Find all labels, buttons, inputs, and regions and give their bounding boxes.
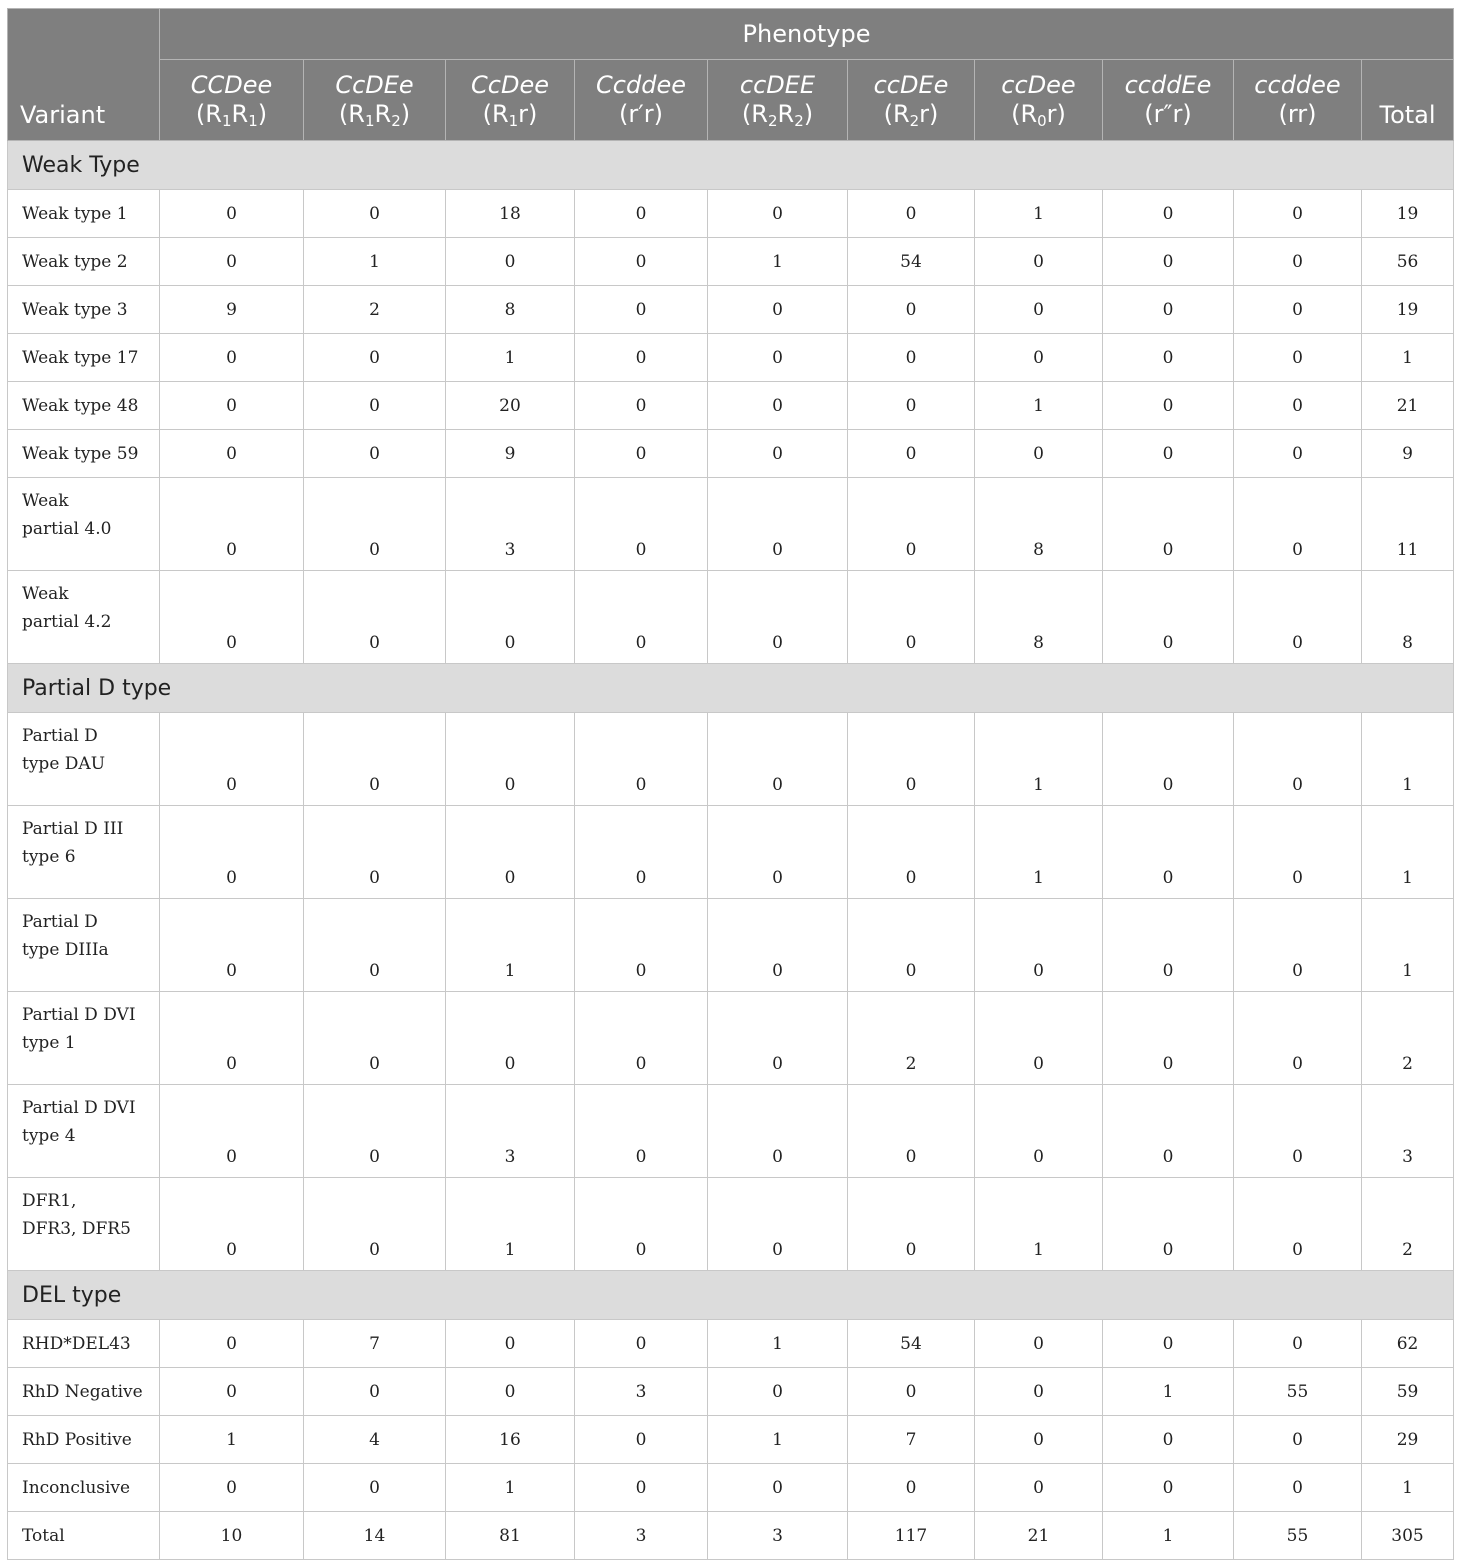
- table-cell: 0: [575, 571, 708, 664]
- table-cell: 0: [1103, 478, 1234, 571]
- table-cell: 0: [708, 286, 848, 334]
- table-cell: 0: [708, 190, 848, 238]
- variant-label: Weak type 3: [8, 286, 160, 334]
- table-cell: 3: [446, 478, 575, 571]
- table-cell: 0: [708, 992, 848, 1085]
- table-cell: 2: [304, 286, 446, 334]
- table-cell: 0: [1234, 713, 1362, 806]
- section-title: DEL type: [8, 1271, 1454, 1320]
- table-cell: 0: [304, 478, 446, 571]
- variant-label: Weak partial 4.2: [8, 571, 160, 664]
- table-cell: 59: [1362, 1368, 1454, 1416]
- section-header-row: [8, 1271, 1454, 1320]
- table-cell: 0: [575, 286, 708, 334]
- variant-label: DFR1, DFR3, DFR5: [8, 1178, 160, 1271]
- table-row: [8, 334, 1454, 382]
- table-header: [8, 9, 1454, 141]
- table-cell: 8: [975, 478, 1103, 571]
- table-cell: 1: [708, 1416, 848, 1464]
- table-cell: 0: [708, 899, 848, 992]
- table-cell: 0: [1234, 992, 1362, 1085]
- table-cell: 0: [848, 713, 975, 806]
- table-row: [8, 1320, 1454, 1368]
- table-cell: 0: [848, 1178, 975, 1271]
- table-cell: 0: [1103, 806, 1234, 899]
- table-cell: 9: [446, 430, 575, 478]
- table-cell: 0: [975, 899, 1103, 992]
- table-cell: 29: [1362, 1416, 1454, 1464]
- table-cell: 1: [446, 1464, 575, 1512]
- genotype-column-header: [446, 60, 575, 141]
- table-cell: 4: [304, 1416, 446, 1464]
- table-cell: 0: [975, 334, 1103, 382]
- table-cell: 0: [1234, 1320, 1362, 1368]
- variant-label: Total: [8, 1512, 160, 1560]
- variant-column-header: Variant: [8, 9, 160, 141]
- table-cell: 0: [304, 1368, 446, 1416]
- table-cell: 0: [446, 713, 575, 806]
- table-cell: 1: [975, 190, 1103, 238]
- variant-label: Weak type 17: [8, 334, 160, 382]
- table-cell: 0: [160, 430, 304, 478]
- table-row: [8, 1416, 1454, 1464]
- table-cell: 19: [1362, 286, 1454, 334]
- table-cell: 21: [975, 1512, 1103, 1560]
- table-cell: 0: [575, 1178, 708, 1271]
- table-cell: 0: [708, 382, 848, 430]
- table-cell: 0: [848, 382, 975, 430]
- table-cell: 0: [160, 899, 304, 992]
- table-cell: 0: [160, 1085, 304, 1178]
- table-cell: 0: [708, 430, 848, 478]
- table-cell: 0: [1103, 286, 1234, 334]
- table-cell: 1: [1103, 1512, 1234, 1560]
- table-cell: 0: [848, 430, 975, 478]
- table-cell: 1: [975, 382, 1103, 430]
- table-cell: 7: [304, 1320, 446, 1368]
- table-cell: 0: [848, 478, 975, 571]
- table-cell: 0: [1234, 430, 1362, 478]
- table-cell: 1: [975, 806, 1103, 899]
- variant-label: RHD*DEL43: [8, 1320, 160, 1368]
- table-cell: 7: [848, 1416, 975, 1464]
- table-row: [8, 478, 1454, 571]
- table-cell: 0: [975, 992, 1103, 1085]
- table-cell: 0: [975, 1320, 1103, 1368]
- table-cell: 0: [1103, 571, 1234, 664]
- table-cell: 1: [160, 1416, 304, 1464]
- table-cell: 0: [575, 238, 708, 286]
- table-cell: 0: [446, 238, 575, 286]
- table-row: [8, 992, 1454, 1085]
- table-row: [8, 1368, 1454, 1416]
- table-cell: 0: [575, 899, 708, 992]
- table-row: [8, 571, 1454, 664]
- table-cell: 0: [446, 1320, 575, 1368]
- table-cell: 0: [575, 713, 708, 806]
- table-cell: 0: [848, 806, 975, 899]
- table-cell: 0: [848, 334, 975, 382]
- haplotype-label: (r′r): [619, 100, 663, 128]
- table-cell: 14: [304, 1512, 446, 1560]
- table-cell: 0: [304, 992, 446, 1085]
- table-cell: 2: [1362, 1178, 1454, 1271]
- table-cell: 0: [160, 1320, 304, 1368]
- table-container: [7, 8, 1453, 1560]
- table-cell: 10: [160, 1512, 304, 1560]
- phenotype-table: [7, 8, 1454, 1560]
- table-cell: 19: [1362, 190, 1454, 238]
- table-cell: 0: [160, 1368, 304, 1416]
- table-cell: 0: [708, 571, 848, 664]
- table-cell: 54: [848, 238, 975, 286]
- table-cell: 1: [1362, 899, 1454, 992]
- table-cell: 3: [575, 1512, 708, 1560]
- table-cell: 0: [575, 806, 708, 899]
- table-cell: 0: [160, 382, 304, 430]
- genotype-column-header: [1103, 60, 1234, 141]
- table-cell: 0: [575, 190, 708, 238]
- variant-label: Partial D type DIIIa: [8, 899, 160, 992]
- haplotype-label: (rr): [1278, 100, 1317, 128]
- haplotype-label: $(R_0r)$: [1011, 100, 1066, 130]
- variant-label: Partial D type DAU: [8, 713, 160, 806]
- table-cell: 0: [304, 571, 446, 664]
- table-cell: 81: [446, 1512, 575, 1560]
- table-row: [8, 382, 1454, 430]
- table-cell: 0: [304, 899, 446, 992]
- table-cell: 0: [708, 806, 848, 899]
- table-cell: 0: [160, 238, 304, 286]
- table-cell: 0: [304, 806, 446, 899]
- table-cell: 1: [1103, 1368, 1234, 1416]
- table-cell: 0: [848, 1464, 975, 1512]
- table-cell: 0: [1234, 806, 1362, 899]
- table-row: [8, 806, 1454, 899]
- table-row: [8, 1464, 1454, 1512]
- table-cell: 0: [1103, 1416, 1234, 1464]
- table-cell: 117: [848, 1512, 975, 1560]
- genotype-label: ccDEE: [739, 71, 816, 99]
- table-cell: 16: [446, 1416, 575, 1464]
- variant-label: Weak type 59: [8, 430, 160, 478]
- table-cell: 305: [1362, 1512, 1454, 1560]
- table-cell: 0: [848, 190, 975, 238]
- table-cell: 0: [848, 899, 975, 992]
- table-cell: 0: [304, 713, 446, 806]
- haplotype-label: $(R_2R_2)$: [741, 100, 814, 130]
- table-cell: 1: [446, 899, 575, 992]
- table-cell: 0: [160, 806, 304, 899]
- variant-label: Weak type 2: [8, 238, 160, 286]
- table-cell: 0: [1103, 713, 1234, 806]
- table-row: [8, 1512, 1454, 1560]
- table-cell: 0: [160, 334, 304, 382]
- table-cell: 0: [1103, 992, 1234, 1085]
- table-cell: 1: [446, 334, 575, 382]
- table-cell: 1: [1362, 713, 1454, 806]
- table-cell: 0: [304, 1085, 446, 1178]
- table-cell: 0: [304, 430, 446, 478]
- table-cell: 0: [575, 430, 708, 478]
- table-cell: 0: [975, 1464, 1103, 1512]
- table-cell: 0: [1234, 899, 1362, 992]
- table-cell: 0: [848, 571, 975, 664]
- table-row: [8, 1178, 1454, 1271]
- section-header-row: [8, 141, 1454, 190]
- table-cell: 0: [1103, 899, 1234, 992]
- variant-label: Inconclusive: [8, 1464, 160, 1512]
- haplotype-label: $(R_1R_1)$: [195, 100, 268, 130]
- table-cell: 0: [1234, 571, 1362, 664]
- variant-label: Weak type 1: [8, 190, 160, 238]
- table-cell: 0: [1103, 1178, 1234, 1271]
- table-cell: 8: [1362, 571, 1454, 664]
- table-cell: 0: [575, 1464, 708, 1512]
- table-cell: 0: [304, 190, 446, 238]
- table-cell: 0: [708, 713, 848, 806]
- table-cell: 0: [575, 478, 708, 571]
- table-cell: 0: [446, 1368, 575, 1416]
- table-cell: 0: [975, 286, 1103, 334]
- table-cell: 0: [975, 1085, 1103, 1178]
- table-row: [8, 190, 1454, 238]
- haplotype-label: $(R_1r)$: [482, 100, 538, 130]
- table-cell: 0: [575, 1416, 708, 1464]
- table-cell: 20: [446, 382, 575, 430]
- table-cell: 0: [1234, 1416, 1362, 1464]
- table-cell: 0: [708, 1368, 848, 1416]
- table-cell: 1: [304, 238, 446, 286]
- table-cell: 2: [848, 992, 975, 1085]
- genotype-label: CcDEe: [335, 71, 414, 99]
- haplotype-label: $(R_2r)$: [883, 100, 939, 130]
- table-cell: 0: [708, 1464, 848, 1512]
- table-cell: 1: [975, 713, 1103, 806]
- table-cell: 3: [575, 1368, 708, 1416]
- table-cell: 2: [1362, 992, 1454, 1085]
- table-cell: 0: [975, 1368, 1103, 1416]
- table-cell: 9: [160, 286, 304, 334]
- table-row: [8, 286, 1454, 334]
- table-cell: 0: [708, 334, 848, 382]
- variant-label: Weak type 48: [8, 382, 160, 430]
- table-cell: 0: [975, 238, 1103, 286]
- table-cell: 0: [975, 1416, 1103, 1464]
- genotype-column-header: [975, 60, 1103, 141]
- table-cell: 0: [446, 992, 575, 1085]
- section-header-row: [8, 664, 1454, 713]
- table-cell: 0: [160, 1178, 304, 1271]
- table-cell: 0: [160, 992, 304, 1085]
- table-body: [8, 141, 1454, 1560]
- table-cell: 3: [446, 1085, 575, 1178]
- table-cell: 0: [1234, 1178, 1362, 1271]
- variant-label: RhD Positive: [8, 1416, 160, 1464]
- table-cell: 0: [160, 190, 304, 238]
- table-cell: 56: [1362, 238, 1454, 286]
- haplotype-label: $(R_1R_2)$: [338, 100, 411, 130]
- table-cell: 0: [1234, 1085, 1362, 1178]
- genotype-column-header: [304, 60, 446, 141]
- table-cell: 0: [1103, 1085, 1234, 1178]
- table-cell: 0: [975, 430, 1103, 478]
- total-column-header: Total: [1362, 60, 1454, 141]
- table-cell: 8: [975, 571, 1103, 664]
- variant-label: RhD Negative: [8, 1368, 160, 1416]
- genotype-column-header: [575, 60, 708, 141]
- table-cell: 0: [160, 713, 304, 806]
- table-cell: 62: [1362, 1320, 1454, 1368]
- table-row: [8, 430, 1454, 478]
- table-cell: 1: [446, 1178, 575, 1271]
- genotype-column-header: [848, 60, 975, 141]
- table-cell: 0: [1103, 334, 1234, 382]
- table-cell: 0: [1234, 1464, 1362, 1512]
- genotype-label: ccddee: [1254, 71, 1341, 99]
- table-cell: 55: [1234, 1512, 1362, 1560]
- section-title: Partial D type: [8, 664, 1454, 713]
- genotype-label: CcDee: [471, 71, 549, 99]
- table-cell: 0: [1103, 190, 1234, 238]
- table-cell: 0: [708, 1085, 848, 1178]
- table-cell: 0: [1103, 430, 1234, 478]
- table-cell: 1: [1362, 806, 1454, 899]
- table-cell: 0: [160, 1464, 304, 1512]
- table-cell: 0: [304, 334, 446, 382]
- table-cell: 0: [1103, 382, 1234, 430]
- table-cell: 0: [446, 806, 575, 899]
- table-cell: 0: [575, 334, 708, 382]
- table-cell: 0: [160, 478, 304, 571]
- table-cell: 11: [1362, 478, 1454, 571]
- haplotype-label: (r″r): [1144, 100, 1192, 128]
- table-cell: 0: [575, 992, 708, 1085]
- table-cell: 21: [1362, 382, 1454, 430]
- table-cell: 0: [304, 1464, 446, 1512]
- table-cell: 8: [446, 286, 575, 334]
- variant-label: Partial D DVI type 4: [8, 1085, 160, 1178]
- genotype-header-row: [8, 60, 1454, 141]
- table-cell: 0: [1234, 190, 1362, 238]
- genotype-column-header: [1234, 60, 1362, 141]
- table-row: [8, 1085, 1454, 1178]
- table-cell: 1: [975, 1178, 1103, 1271]
- table-cell: 0: [1234, 382, 1362, 430]
- table-cell: 0: [1103, 1464, 1234, 1512]
- table-cell: 0: [446, 571, 575, 664]
- table-cell: 0: [848, 1085, 975, 1178]
- table-cell: 0: [160, 571, 304, 664]
- table-cell: 0: [848, 1368, 975, 1416]
- genotype-label: ccDEe: [873, 71, 949, 99]
- genotype-label: Ccddee: [596, 71, 686, 99]
- table-cell: 0: [1234, 478, 1362, 571]
- table-cell: 0: [1103, 238, 1234, 286]
- variant-label: Partial D III type 6: [8, 806, 160, 899]
- section-title: Weak Type: [8, 141, 1454, 190]
- table-cell: 0: [1234, 334, 1362, 382]
- genotype-column-header: [160, 60, 304, 141]
- table-cell: 0: [575, 382, 708, 430]
- table-cell: 0: [575, 1320, 708, 1368]
- table-row: [8, 713, 1454, 806]
- table-cell: 55: [1234, 1368, 1362, 1416]
- table-cell: 9: [1362, 430, 1454, 478]
- table-cell: 3: [1362, 1085, 1454, 1178]
- table-cell: 18: [446, 190, 575, 238]
- table-cell: 0: [304, 1178, 446, 1271]
- table-cell: 0: [1103, 1320, 1234, 1368]
- variant-label: Weak partial 4.0: [8, 478, 160, 571]
- table-cell: 1: [708, 238, 848, 286]
- phenotype-group-header: Phenotype: [160, 9, 1454, 60]
- genotype-label: ccddEe: [1124, 71, 1212, 99]
- table-cell: 0: [708, 478, 848, 571]
- table-cell: 1: [708, 1320, 848, 1368]
- table-cell: 54: [848, 1320, 975, 1368]
- table-cell: 0: [1234, 286, 1362, 334]
- table-cell: 0: [575, 1085, 708, 1178]
- table-cell: 0: [708, 1178, 848, 1271]
- genotype-label: ccDee: [1001, 71, 1076, 99]
- table-cell: 1: [1362, 334, 1454, 382]
- variant-label: Partial D DVI type 1: [8, 992, 160, 1085]
- table-cell: 0: [304, 382, 446, 430]
- table-cell: 3: [708, 1512, 848, 1560]
- genotype-label: CCDee: [190, 71, 273, 99]
- table-cell: 0: [848, 286, 975, 334]
- table-row: [8, 238, 1454, 286]
- table-row: [8, 899, 1454, 992]
- genotype-column-header: [708, 60, 848, 141]
- table-cell: 0: [1234, 238, 1362, 286]
- table-cell: 1: [1362, 1464, 1454, 1512]
